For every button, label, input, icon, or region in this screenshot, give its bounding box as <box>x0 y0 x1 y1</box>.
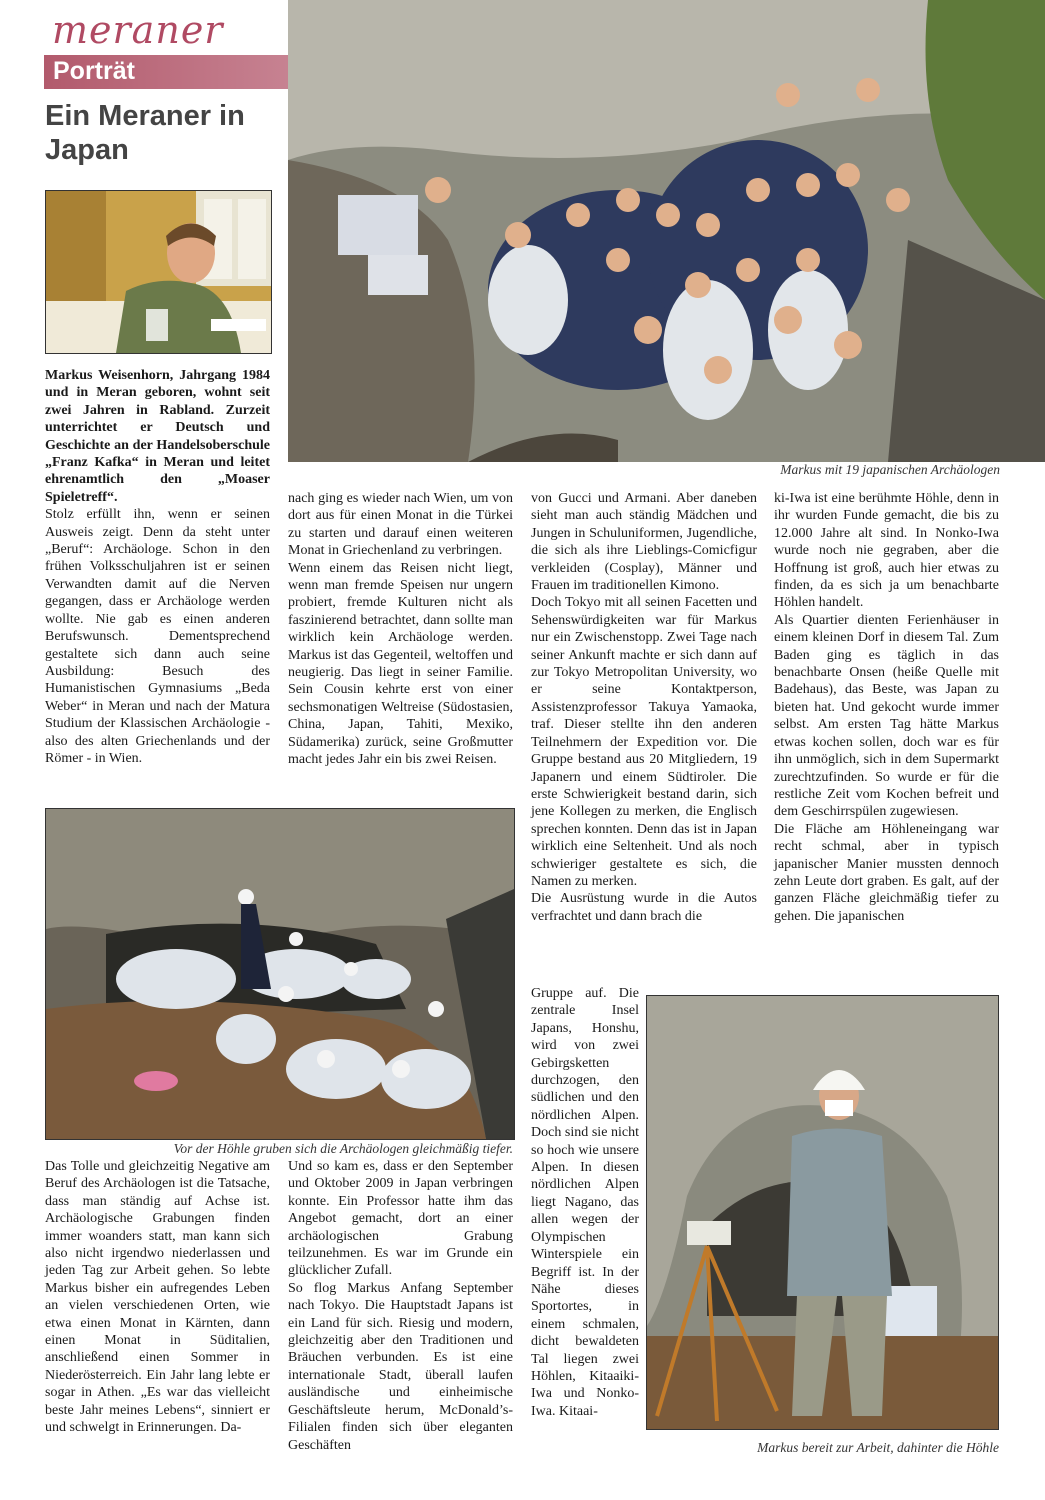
markus-ready-caption: Markus bereit zur Arbeit, dahinter die Höhle <box>757 1440 999 1455</box>
paragraph: Als Quartier dienten Ferienhäuser in einem kleinen Dorf in diesem Tal. Zum Baden ging es täglich in das benachbarte Onsen (heiße Quelle mit Badehaus), das Beste, was Japan zu bieten hat. Und gekocht wurde immer selbst. Am ersten Tag hätte Markus etwas kochen sollen, doch war es für ihn unmöglich, sich in dem Supermarkt zurechtzufinden. So wurde er für die restliche Zeit vom Kochen befreit und dem Geschirrspülen zugewiesen. <box>774 612 999 820</box>
paragraph: So flog Markus Anfang September nach Tokyo. Die Hauptstadt Japans ist ein Land für sich. Riesig und modern, gleichzeitig aber den Traditionen und Bräuchen verbunden. Es ist eine internationale Stadt, überall laufen ausländische und einheimische Geschäftsleute herum, McDonald’s-Filialen finden sich über eleganten Geschäften <box>288 1280 513 1453</box>
group-photo <box>288 0 1045 462</box>
paragraph: Gruppe auf. Die zentrale Insel Japans, Honshu, wird von zwei Gebirgsketten durchzogen, den südlichen und den nördlichen Alpen. Doch sind sie nicht so hoch wie unsere Alpen. In diesen nördlichen Alpen liegt Nagano, das allen wegen der Olympischen Winterspiele ein Begriff ist. In der Nähe dieses Sportortes, in einem schmalen, dicht bewaldeten Tal liegen zwei Höhlen, Kitaaiki-Iwa und Nonko-Iwa. Kitaai- <box>531 986 639 1419</box>
paragraph: Doch Tokyo mit all seinen Facetten und Sehenswürdigkeiten war für Markus nur ein Zwischenstopp. Zwei Tage nach seiner Ankunft machte er sich dann auf zur Tokyo Metropolitan University, wo er seine Kontaktperson, Assistenzprofessor Takuya Yamaoka, traf. Dieser stellte ihn den anderen Teilnehmern der Expedition vor. Die Gruppe bestand aus 20 Mitgliedern, 19 Japanern und einem Südtiroler. Die erste Schwierigkeit bestand darin, sich jene Kollegen zu merken, die Englisch sprechen konnten. Denn das ist in Japan wirklich eine Seltenheit. Und als noch schwieriger gestaltete es sich, die Namen zu merken. <box>531 595 757 889</box>
column-3-narrow <box>531 985 639 1420</box>
group-photo-caption: Markus mit 19 japanischen Archäologen <box>780 462 1000 477</box>
column-4 <box>774 490 999 925</box>
column-3 <box>531 490 757 925</box>
lead-paragraph: Markus Weisenhorn, Jahrgang 1984 und in Meran geboren, wohnt seit zwei Jahren in Rabland. Zurzeit unterrichtet er Deutsch und Geschichte an der Handelsoberschule „Franz Kafka“ in Meran und leitet ehrenamtlich den „Moaser Spieletreff“. <box>45 368 270 505</box>
column-1 <box>45 367 270 767</box>
paragraph: Die Ausrüstung wurde in die Autos verfrachtet und dann brach die <box>531 891 757 924</box>
excavation-photo-caption: Vor der Höhle gruben sich die Archäologen gleichmäßig tiefer. <box>173 1141 513 1156</box>
paragraph: Stolz erfüllt ihn, wenn er seinen Ausweis zeigt. Denn da steht unter „Beruf“: Archäologe. Schon in den frühen Volksschuljahren ist er seinen Verwandten damit auf die Nerven gegangen, dass er Archäologe werden wollte. Nie gab es einen anderen Berufswunsch. Dementsprechend gestaltete sich dann auch seine Ausbildung: Besuch des Humanistischen Gymnasiums „Beda Weber“ in Meran und nach der Matura Studium der Klassischen Archäologie - also des alten Griechenlands und der Römer - in Wien. <box>45 507 270 766</box>
excavation-photo <box>45 808 515 1140</box>
paragraph: nach ging es wieder nach Wien, um von dort aus für einen Monat in die Türkei zu starten und darauf einen weiteren Monat in Griechenland zu verbringen. <box>288 491 513 559</box>
paragraph: Das Tolle und gleichzeitig Negative am Beruf des Archäologen ist die Tatsache, dass man ständig auf Achse ist. Archäologische Grabungen finden immer woanders statt, man kann sich also nicht irgendwo niederlassen und jeden Tag zur Arbeit gehen. So lebte Markus bisher ein aufregendes Leben an vielen verschiedenen Orten, wie etwa einen Monat in Kärnten, dann einen Monat in Süditalien, anschließend einen Sommer in Niederösterreich. Ein Jahr lang lebte er sogar in Athen. „Es war das vielleicht beste Jahr meines Lebens“, sinniert er und schwelgt in Erinnerungen. Da- <box>45 1159 270 1436</box>
paragraph: Die Fläche am Höhleneingang war recht schmal, aber in typisch japanischer Manier mussten dennoch zehn Leute dort graben. Es galt, auf der ganzen Fläche gleichmäßig tiefer zu gehen. Die japanischen <box>774 821 999 924</box>
rubric-label: Porträt <box>53 57 135 85</box>
magazine-masthead: meraner <box>52 8 224 52</box>
portrait-photo <box>45 190 272 354</box>
paragraph: Und so kam es, dass er den September und Oktober 2009 in Japan verbringen konnte. Ein Professor hatte ihm das Angebot gemacht, dort an einer archäologischen Grabung teilzunehmen. Es war im Grunde ein glücklicher Zufall. <box>288 1159 513 1279</box>
column-2-upper <box>288 490 513 769</box>
paragraph: von Gucci und Armani. Aber daneben sieht man auch ständig Mädchen und Jungen in Schuluniformen, Jugendliche, die sich als ihre Lieblings-Comicfigur verkleiden (Cosplay), Männer und Frauen im traditionellen Kimono. <box>531 491 757 594</box>
paragraph: ki-Iwa ist eine berühmte Höhle, denn in ihr wurden Funde gemacht, die bis zu 12.000 Jahre alt sind. In Nonko-Iwa wurde noch nie gegraben, aber die Hoffnung ist groß, auch hier etwas zu finden, da es sich ja um benachbarte Höhlen handelt. <box>774 491 999 611</box>
column-2-lower <box>288 1158 513 1454</box>
markus-ready-photo <box>646 995 999 1430</box>
article-headline: Ein Meraner in Japan <box>45 100 245 166</box>
column-1-lower <box>45 1158 270 1437</box>
paragraph: Wenn einem das Reisen nicht liegt, wenn man fremde Speisen nur ungern probiert, fremde Kulturen nicht als faszinierend betrachtet, dann sollte man wirklich kein Archäologe werden. Markus ist das Gegenteil, weltoffen und neugierig. Das liegt in seiner Familie. Sein Cousin kehrte erst von einer sechsmonatigen Weltreise (Südostasien, China, Japan, Tahiti, Mexiko, Südamerika) zurück, seine Großmutter macht jedes Jahr ein bis zwei Reisen. <box>288 560 513 768</box>
